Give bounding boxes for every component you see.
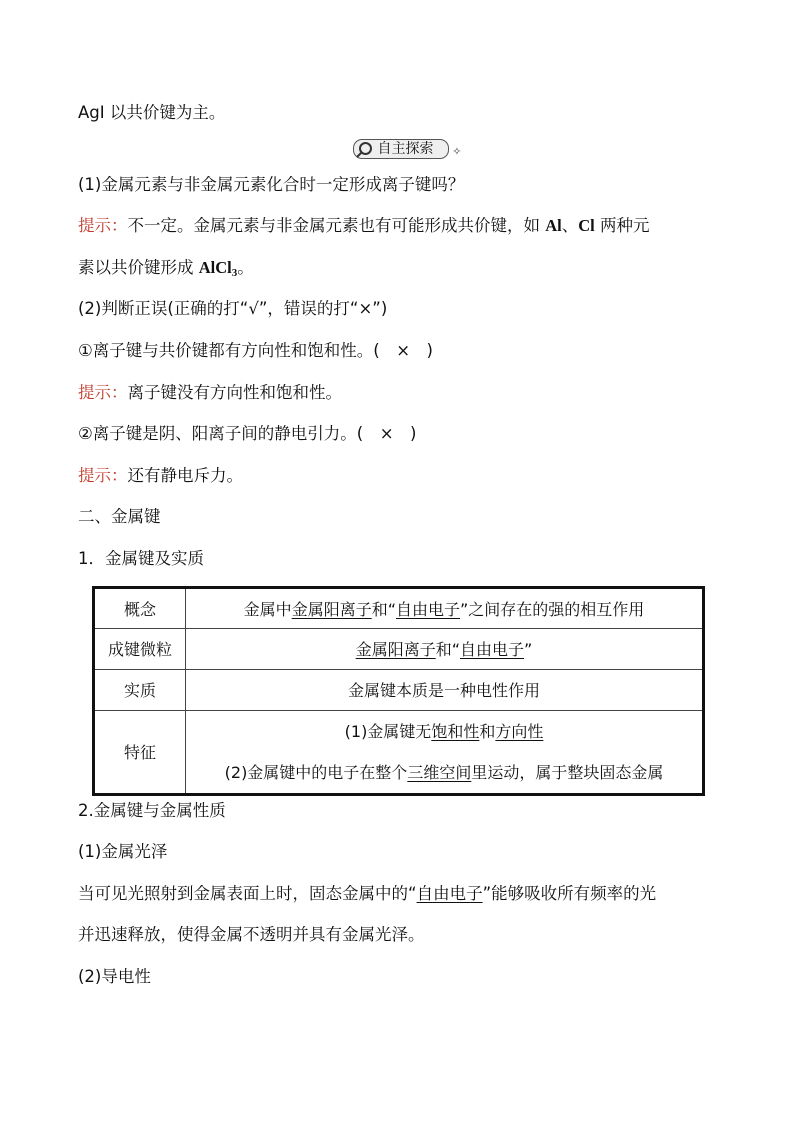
hint-1-text-a: 不一定。金属元素与非金属元素也有可能形成共价键，如 [127,216,546,236]
value-text: (1)金属键无 [344,721,432,741]
underlined-term: 方向性 [495,721,544,741]
value-text: 和 [479,721,496,741]
luster-line-2: 并迅速释放，使得金属不透明并具有金属光泽。 [78,925,425,945]
subsection-1-title: 1．金属键及实质 [78,548,204,568]
hint-1-sep: 、 [561,216,579,236]
formula-alcl3 [199,258,238,277]
feature-line-1 [190,711,698,752]
question-2: (2)判断正误(正确的打“√”，错误的打“×”) [78,299,388,319]
element-al: Al [545,216,562,236]
formula-base: AlCl [198,257,232,277]
row-key: 特征 [94,710,186,794]
row-value [186,628,704,669]
table-row-concept [94,587,704,628]
underlined-term: 自由电子 [416,883,483,903]
hint-label: 提示： [78,382,128,402]
sparkle-icon: ✧ [452,144,462,158]
luster-text-a: 当可见光照射到金属表面上时，固态金属中的“ [78,883,417,903]
value-text: ”之间存在的强的相互作用 [460,599,645,619]
hint-2 [78,382,723,404]
badge-label: 自主探索 [377,140,434,157]
subsection-2-2-title: (2)导电性 [78,966,151,986]
row-value [186,710,704,794]
judge-item-2: ②离子键是阴、阳离子间的静电引力。( × ) [78,424,417,444]
hint-3 [78,465,723,487]
table-row-feature [94,710,704,794]
row-key: 概念 [94,587,186,628]
document-page [78,102,723,1008]
row-value: 金属键本质是一种电性作用 [186,669,704,710]
hint-1-line-2 [78,257,723,279]
feature-line-2 [190,752,698,793]
metallic-bond-table [92,586,705,796]
hint-label: 提示： [78,216,128,236]
hint-label: 提示： [78,465,128,485]
luster-text-b: ”能够吸收所有频率的光 [482,883,657,903]
row-key: 成键微粒 [94,628,186,669]
underlined-term: 饱和性 [431,721,480,741]
value-text: ” [524,640,533,660]
luster-paragraph [78,883,723,947]
hint-1 [78,215,723,279]
underlined-term: 金属阳离子 [355,640,436,660]
underlined-term: 自由电子 [396,599,461,619]
value-text: 和“ [371,599,396,619]
table-row-bond-particles [94,628,704,669]
magnifier-icon [359,142,372,155]
row-key: 实质 [94,669,186,710]
value-text: 金属中 [243,599,292,619]
underlined-term: 自由电子 [460,640,525,660]
hint-2-text: 离子键没有方向性和饱和性。 [127,382,342,402]
subsection-2-1-title: (1)金属光泽 [78,842,168,862]
badge-row [78,138,723,160]
hint-1-end: 。 [237,257,254,277]
section-title-metallic-bond: 二、金属键 [78,507,161,527]
question-1: (1)金属元素与非金属元素化合时一定形成离子键吗？ [78,174,465,194]
value-text: (2)金属键中的电子在整个 [224,762,408,782]
value-text: 和“ [435,640,460,660]
hint-3-text: 还有静电斥力。 [127,465,243,485]
subsection-2-title: 2.金属键与金属性质 [78,800,226,820]
intro-line: AgI 以共价键为主。 [78,103,226,122]
element-cl: Cl [578,216,595,236]
hint-1-text-b: 两种元 [594,216,650,236]
underlined-term: 金属阳离子 [291,599,372,619]
self-explore-badge [353,139,462,159]
judge-item-1: ①离子键与共价键都有方向性和饱和性。( × ) [78,340,433,360]
table-row-essence [94,669,704,710]
value-text: 里运动，属于整块固态金属 [471,762,664,782]
formula-subscript: 3 [231,266,238,279]
row-value [186,587,704,628]
hint-1-text-c: 素以共价键形成 [78,257,199,277]
underlined-term: 三维空间 [407,762,472,782]
